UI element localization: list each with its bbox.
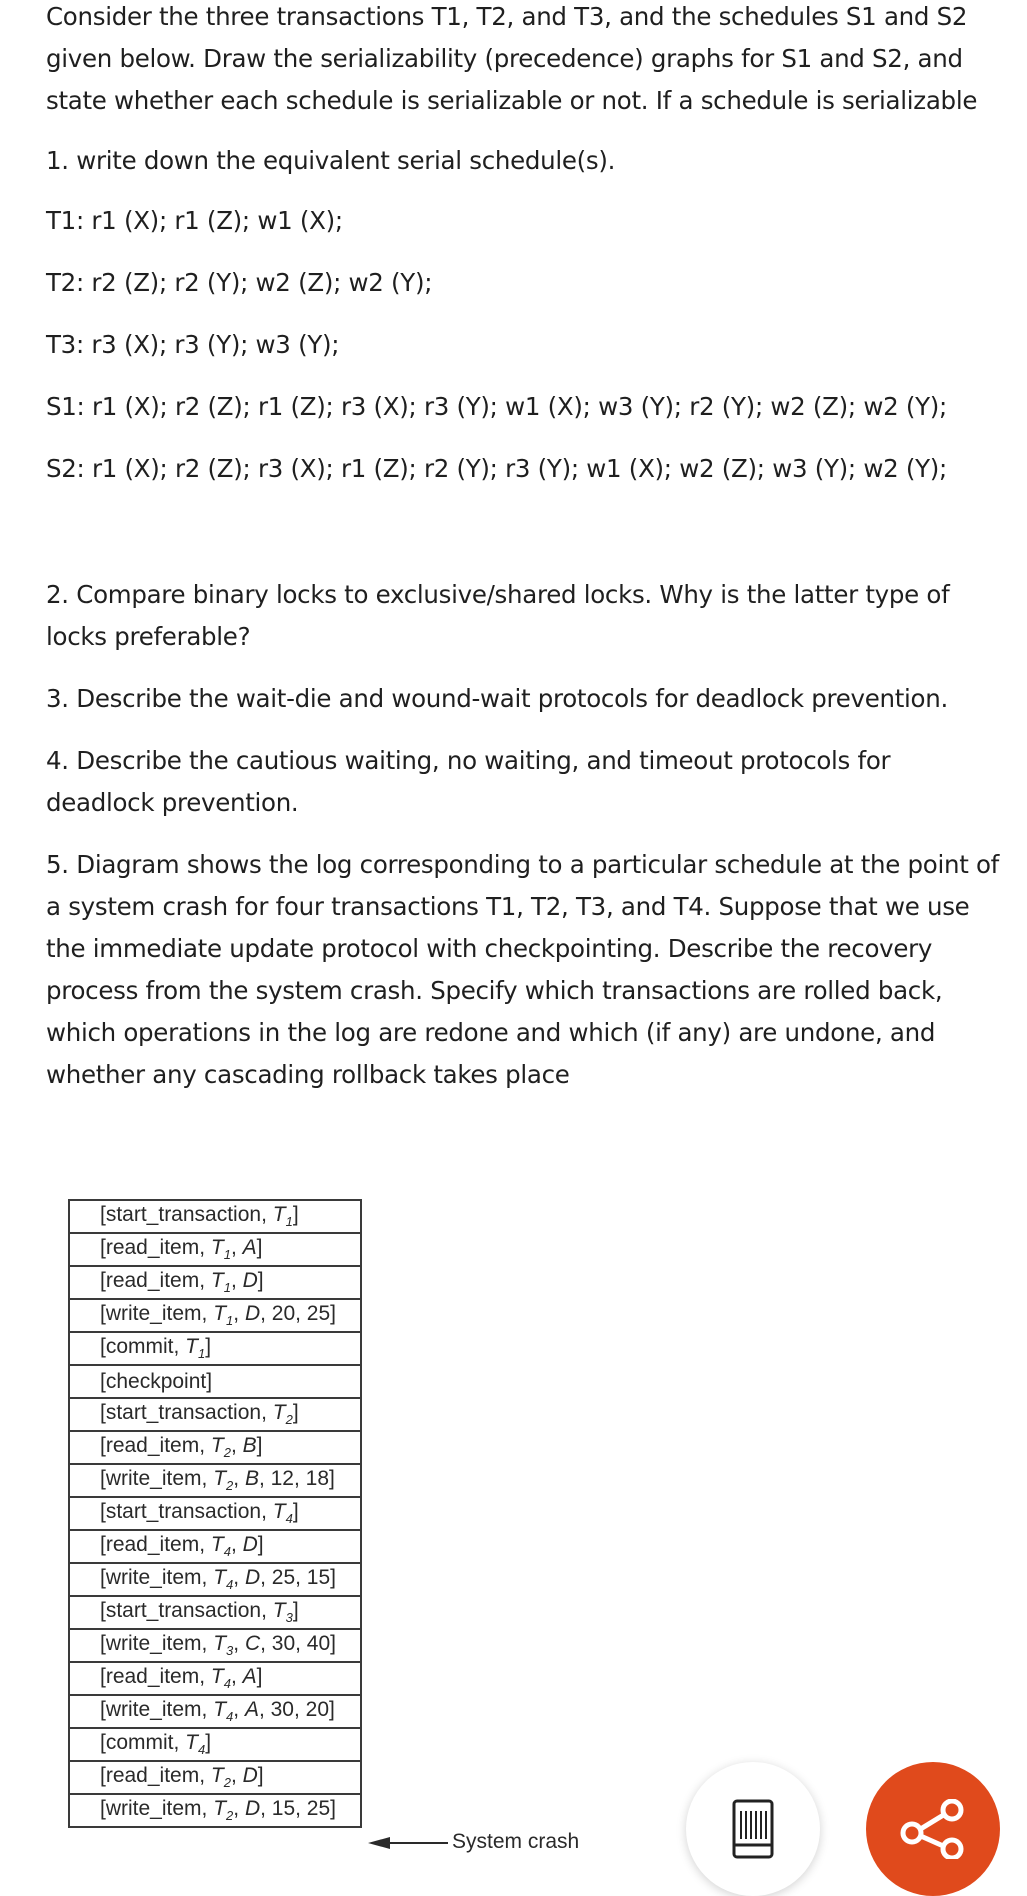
log-entry [69, 1233, 361, 1266]
schedule-s1: S1: r1 (X); r2 (Z); r1 (Z); r3 (X); r3 (Y); w1 (X); w3 (Y); r2 (Y); w2 (Z); w2 (Y); [46, 392, 947, 421]
reader-mode-button[interactable] [686, 1762, 820, 1896]
question-2: 2. Compare binary locks to exclusive/shared locks. Why is the latter type of locks preferable? [46, 580, 950, 651]
log-entry [69, 1299, 361, 1332]
log-entry [69, 1431, 361, 1464]
reader-mode-icon [732, 1799, 774, 1859]
question-1: 1. write down the equivalent serial schedule(s). [46, 146, 616, 175]
log-entry [69, 1365, 361, 1398]
log-entry [69, 1662, 361, 1695]
transaction-t2: T2: r2 (Z); r2 (Y); w2 (Z); w2 (Y); [46, 268, 433, 297]
log-entry-text: [write_item, $T_4$, A, 30, 20] [69, 1695, 361, 1728]
log-entry [69, 1794, 361, 1827]
log-entry-text: [write_item, $T_3$, C, 30, 40] [69, 1629, 361, 1662]
log-entry-text: [write_item, $T_2$, D, 15, 25] [69, 1794, 361, 1827]
question-4: 4. Describe the cautious waiting, no waiting, and timeout protocols for deadlock prevention. [46, 746, 891, 817]
log-entry-text: [start_transaction, $T_1$] [69, 1200, 361, 1233]
log-entry [69, 1200, 361, 1233]
schedule-s2: S2: r1 (X); r2 (Z); r3 (X); r1 (Z); r2 (Y); r3 (Y); w1 (X); w2 (Z); w3 (Y); w2 (Y); [46, 454, 947, 483]
log-entry-text: [write_item, $T_2$, B, 12, 18] [69, 1464, 361, 1497]
question-5: 5. Diagram shows the log corresponding to a particular schedule at the point of a system crash for four transactions T1, T2, T3, and T4. Suppose that we use the immediate update protocol with checkpointing. Describe the recovery process from the system crash. Specify which transactions are rolled back, which operations in the log are redone and which (if any) are undone, and whether any cascading rollback takes place [46, 850, 999, 1089]
log-entry [69, 1332, 361, 1365]
log-entry [69, 1563, 361, 1596]
log-entry [69, 1464, 361, 1497]
log-entry [69, 1728, 361, 1761]
log-entry-text: [write_item, $T_4$, D, 25, 15] [69, 1563, 361, 1596]
log-entry-text: [commit, $T_1$] [69, 1332, 361, 1365]
log-entry-text: [start_transaction, $T_3$] [69, 1596, 361, 1629]
transaction-t1: T1: r1 (X); r1 (Z); w1 (X); [46, 206, 343, 235]
crash-arrow-icon [368, 1832, 448, 1854]
log-entry-text: [read_item, $T_1$, D] [69, 1266, 361, 1299]
log-entry [69, 1596, 361, 1629]
log-entry [69, 1629, 361, 1662]
log-entry-text: [read_item, $T_2$, D] [69, 1761, 361, 1794]
intro-paragraph: Consider the three transactions T1, T2, and T3, and the schedules S1 and S2 given below. Draw the serializability (precedence) graphs for S1 and S2, and state whether each schedule is serializable or not. If a schedule is serializable [46, 2, 978, 115]
log-entry [69, 1695, 361, 1728]
log-entry-text: [read_item, $T_2$, B] [69, 1431, 361, 1464]
transaction-log-table [68, 1199, 362, 1828]
log-entry-text: [write_item, $T_1$, D, 20, 25] [69, 1299, 361, 1332]
question-3: 3. Describe the wait-die and wound-wait protocols for deadlock prevention. [46, 684, 948, 713]
log-entry-text: [read_item, $T_1$, A] [69, 1233, 361, 1266]
system-crash-label: System crash [452, 1830, 580, 1853]
log-entry-text: [read_item, $T_4$, A] [69, 1662, 361, 1695]
log-entry [69, 1530, 361, 1563]
log-entry [69, 1398, 361, 1431]
share-icon [900, 1799, 966, 1859]
log-entry-text: [start_transaction, $T_4$] [69, 1497, 361, 1530]
log-entry-text: [checkpoint] [69, 1365, 361, 1398]
log-entry-text: [commit, $T_4$] [69, 1728, 361, 1761]
transaction-t3: T3: r3 (X); r3 (Y); w3 (Y); [46, 330, 340, 359]
log-entry-text: [start_transaction, $T_2$] [69, 1398, 361, 1431]
share-button[interactable] [866, 1762, 1000, 1896]
log-entry [69, 1761, 361, 1794]
log-entry-text: [read_item, $T_4$, D] [69, 1530, 361, 1563]
log-entry [69, 1266, 361, 1299]
log-entry [69, 1497, 361, 1530]
